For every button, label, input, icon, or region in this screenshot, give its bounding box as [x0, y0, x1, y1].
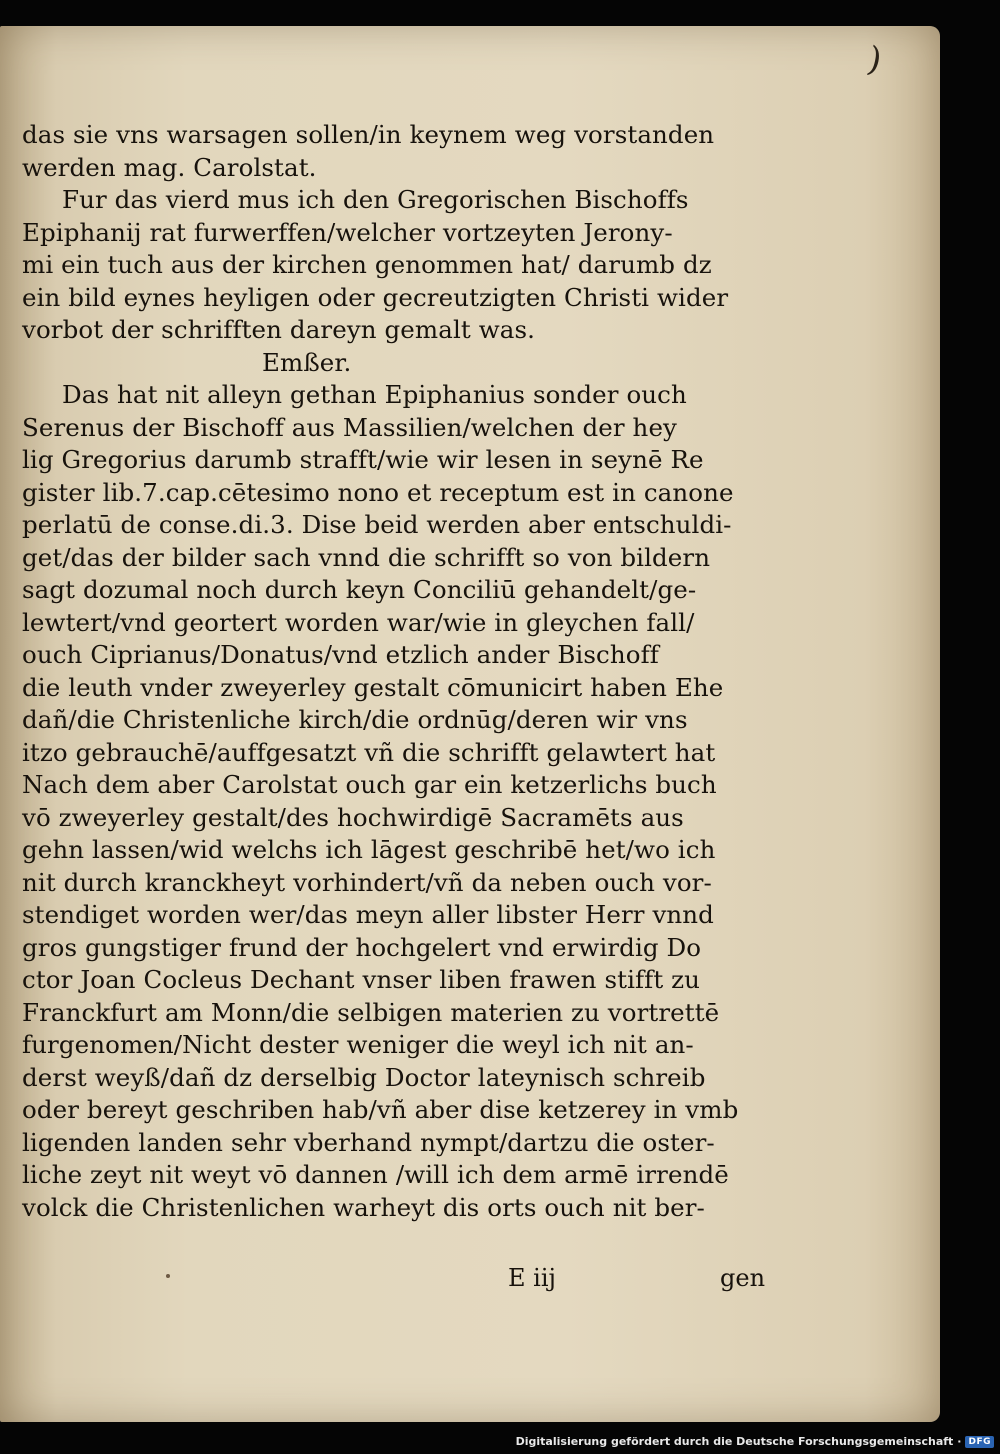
text-line: lig Gregorius darumb strafft/wie wir lesen in seynē Re: [22, 445, 704, 474]
text-line: oder bereyt geschriben hab/vñ aber dise ketzerey in vmb: [22, 1095, 739, 1124]
text-line: stendiget worden wer/das meyn aller libster Herr vnnd: [22, 900, 714, 929]
text-line: nit durch kranckheyt vorhindert/vñ da neben ouch vor-: [22, 867, 712, 897]
book-page: [0, 26, 940, 1422]
text-line: liche zeyt nit weyt vō dannen /will ich dem armē irrendē: [22, 1160, 729, 1189]
page-footer-line: [0, 1264, 940, 1296]
text-line: die leuth vnder zweyerley gestalt cōmunicirt haben Ehe: [22, 672, 724, 702]
ink-dot: [166, 1274, 170, 1278]
text-line: Epiphanij rat furwerffen/welcher vortzeyten Jerony-: [22, 217, 673, 247]
text-line: ein bild eynes heyligen oder gecreutzigten Christi wider: [22, 282, 729, 312]
text-line: Fur das vierd mus ich den Gregorischen Bischoffs: [62, 185, 689, 214]
text-line: mi ein tuch aus der kirchen genommen hat/ darumb dz: [22, 250, 712, 279]
page-text-block: [22, 119, 792, 1224]
text-line: Emßer.: [262, 347, 352, 377]
text-line: lewtert/vnd geortert worden war/wie in gleychen fall/: [22, 607, 695, 637]
signature-mark: E iij: [508, 1264, 556, 1292]
digitization-credit: Digitalisierung gefördert durch die Deutsche Forschungsgemeinschaft · DFG: [516, 1435, 994, 1448]
text-line: das sie vns warsagen sollen/in keynem weg vorstanden: [22, 120, 715, 149]
text-line: ouch Ciprianus/Donatus/vnd etzlich ander Bischoff: [22, 640, 659, 669]
text-line: Das hat nit alleyn gethan Epiphanius sonder ouch: [62, 380, 687, 409]
text-line: Serenus der Bischoff aus Massilien/welchen der hey: [22, 412, 677, 442]
text-line: vorbot der schrifften dareyn gemalt was.: [22, 315, 536, 344]
page-corner-mark: ): [863, 39, 886, 81]
credit-text: Digitalisierung gefördert durch die Deutsche Forschungsgemeinschaft: [515, 1435, 954, 1448]
text-line: gros gungstiger frund der hochgelert vnd erwirdig Do: [22, 932, 702, 962]
text-line: ligenden landen sehr vberhand nympt/dartzu die oster-: [22, 1127, 715, 1157]
text-line: dañ/die Christenliche kirch/die ordnūg/deren wir vns: [22, 705, 688, 734]
text-line: sagt dozumal noch durch keyn Conciliū gehandelt/ge-: [22, 575, 697, 604]
text-line: volck die Christenlichen warheyt dis orts ouch nit ber-: [22, 1192, 705, 1222]
dfg-logo: DFG: [965, 1436, 994, 1448]
text-line: ctor Joan Cocleus Dechant vnser liben frawen stifft zu: [22, 965, 701, 994]
text-line: gister lib.7.cap.cētesimo nono et receptum est in canone: [22, 477, 734, 507]
text-line: vō zweyerley gestalt/des hochwirdigē Sacramēts aus: [22, 802, 684, 832]
text-line: itzo gebrauchē/auffgesatzt vñ die schrifft gelawtert hat: [22, 737, 716, 767]
catchword: gen: [720, 1264, 766, 1292]
text-line: gehn lassen/wid welchs ich lāgest geschribē het/wo ich: [22, 835, 716, 864]
text-line: furgenomen/Nicht dester weniger die weyl ich nit an-: [22, 1030, 694, 1059]
text-line: Franckfurt am Monn/die selbigen materien zu vortrettē: [22, 997, 720, 1027]
text-line: derst weyß/dañ dz derselbig Doctor lateynisch schreib: [22, 1062, 706, 1092]
text-line: werden mag. Carolstat.: [22, 152, 317, 182]
text-line: Nach dem aber Carolstat ouch gar ein ketzerlichs buch: [22, 770, 717, 799]
text-line: get/das der bilder sach vnnd die schrifft so von bildern: [22, 542, 711, 572]
text-line: perlatū de conse.di.3. Dise beid werden aber entschuldi-: [22, 510, 732, 539]
